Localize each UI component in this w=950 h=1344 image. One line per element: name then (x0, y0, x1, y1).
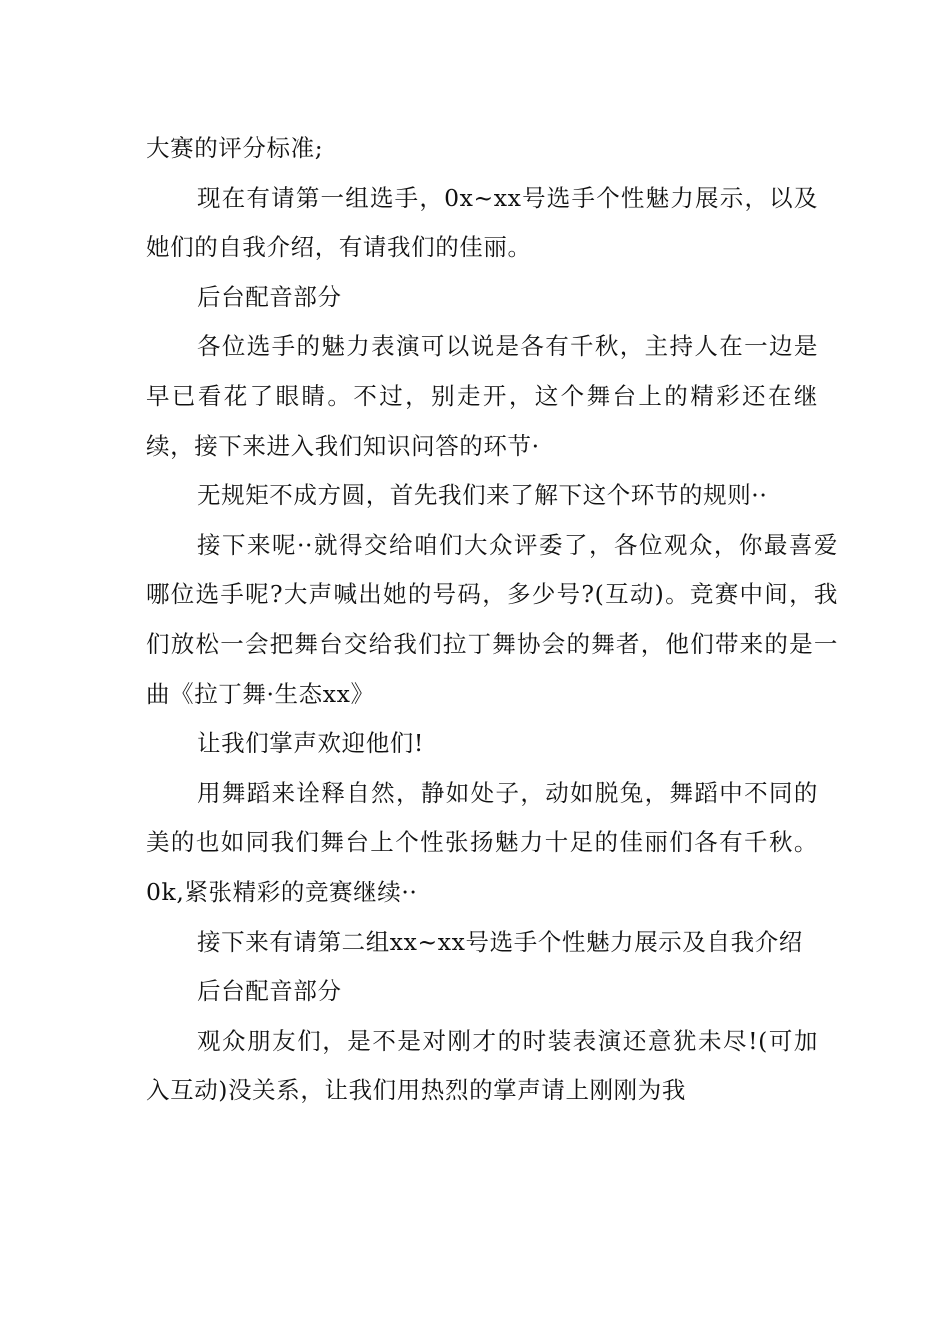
paragraph-scoring-standard: 大赛的评分标准; (146, 134, 324, 162)
paragraph-applause: 让我们掌声欢迎他们! (197, 729, 424, 758)
paragraph-group-one-intro: 现在有请第一组选手，0x~xx号选手个性魅力展示，以及她们的自我介绍，有请我们的佳丽。 (146, 183, 818, 262)
paragraph-dance: 用舞蹈来诠释自然，静如处子，动如脱兔，舞蹈中不同的美的也如同我们舞台上个性张扬魅力十足的佳丽们各有千秋。0k,紧张精彩的竞赛继续·· (146, 778, 818, 906)
paragraph-fashion-show: 观众朋友们，是不是对刚才的时装表演还意犹未尽!(可加入互动)没关系，让我们用热烈的掌声请上刚刚为我 (146, 1026, 818, 1105)
paragraph-charm-performance: 各位选手的魅力表演可以说是各有千秋，主持人在一边是早已看花了眼睛。不过，别走开，这个舞台上的精彩还在继续，接下来进入我们知识问答的环节· (146, 332, 818, 460)
paragraph-backstage-voiceover-2: 后台配音部分 (197, 977, 342, 1006)
document-body (146, 124, 838, 1116)
paragraph-backstage-voiceover: 后台配音部分 (197, 282, 342, 311)
paragraph-audience-vote: 接下来呢··就得交给咱们大众评委了，各位观众，你最喜爱哪位选手呢?大声喊出她的号码，多少号?(互动)。竞赛中间，我们放松一会把舞台交给我们拉丁舞协会的舞者，他们带来的是一曲《拉丁舞·生态xx》 (146, 530, 838, 708)
paragraph-group-two-intro: 接下来有请第二组xx~xx号选手个性魅力展示及自我介绍 (197, 927, 803, 956)
paragraph-rules: 无规矩不成方圆，首先我们来了解下这个环节的规则·· (197, 481, 768, 510)
